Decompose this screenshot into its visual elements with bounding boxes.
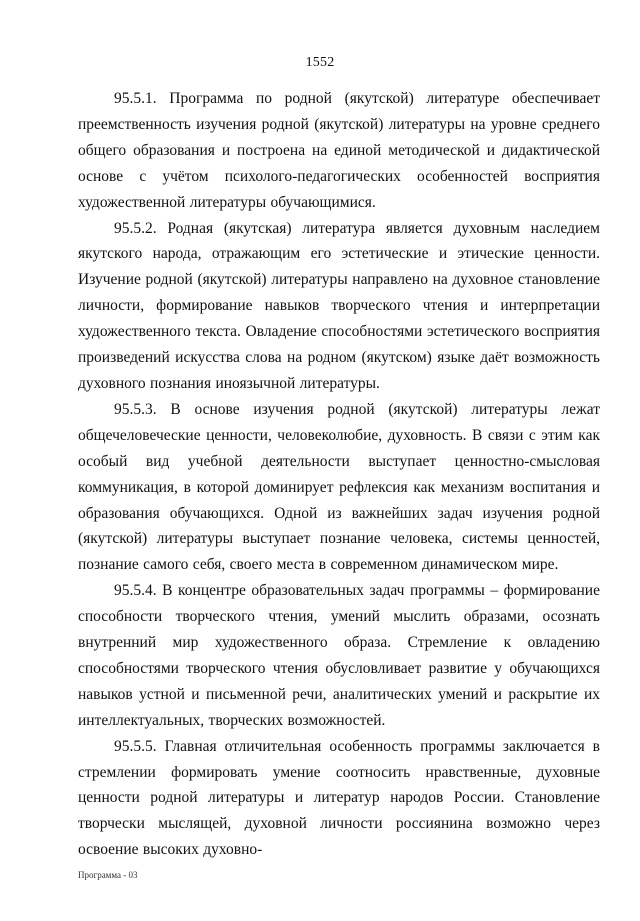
page-number: 1552 [305,55,335,70]
paragraph-95-5-5: 95.5.5. Главная отличительная особенность программы заключается в стремлении формировать умение соотносить нравственные, духовные ценности родной литературы и литератур народов России. Становление творчески мыслящей, духовной личности россиянина возможно через освоение высоких духовно- [78,737,600,859]
paragraph-95-5-3: 95.5.3. В основе изучения родной (якутской) литературы лежат общечеловеческие ценности, человеколюбие, духовность. В связи с этим как особый вид учебной деятельности выступает ценностно-смысловая коммуникация, в которой доминирует рефлексия как механизм воспитания и образования обучающихся. Одной из важнейших задач изучения родной (якутской) литературы выступает познание человека, системы ценностей, познание самого себя, своего места в современном динамическом мире. [78,400,600,574]
paragraph-95-5-4: 95.5.4. В концентре образовательных задач программы – формирование способности творческого чтения, умений мыслить образами, осознать внутренний мир художественного образа. Стремление к овладению способностями творческого чтения обусловливает развитие у обучающихся навыков устной и письменной речи, аналитических умений и раскрытие их интеллектуальных, творческих возможностей. [78,582,600,729]
page-footer: Программа - 03 [78,870,138,880]
paragraph-95-5-1: 95.5.1. Программа по родной (якутской) литературе обеспечивает преемственность изучения родной (якутской) литературы на уровне среднего общего образования и построена на единой методической и дидактической основе с учётом психолого-педагогических особенностей восприятия художественной литературы обучающимися. [78,90,600,211]
paragraph-95-5-2: 95.5.2. Родная (якутская) литература является духовным наследием якутского народа, отражающим его эстетические и этические ценности. Изучение родной (якутской) литературы направлено на духовное становление личности, формирование навыков творческого чтения и интерпретации художественного текста. Овладение способностями эстетического восприятия произведений искусства слова на родном (якутском) языке даёт возможность духовного познания иноязычной литературы. [78,219,600,392]
document-body [78,86,600,863]
